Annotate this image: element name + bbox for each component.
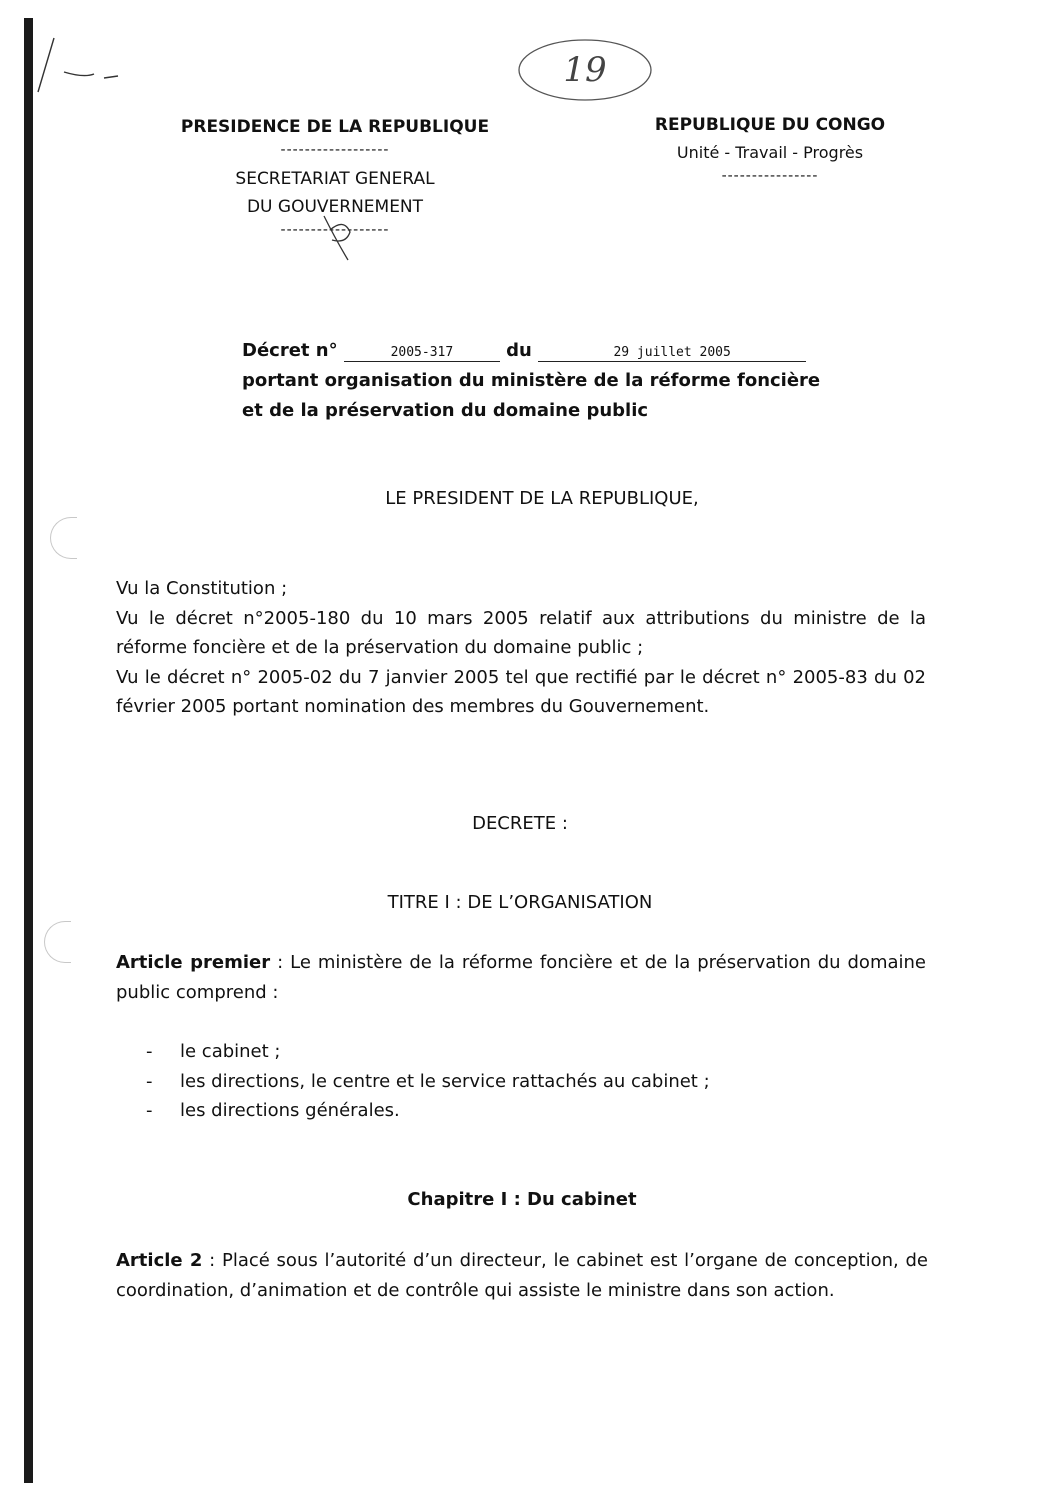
visa-item: Vu le décret n°2005-180 du 10 mars 2005 relatif aux attributions du ministre de la réforme foncière et de la préservation du domaine public ;	[116, 607, 926, 658]
visa-item: Vu le décret n° 2005-02 du 7 janvier 2005 tel que rectifié par le décret n° 2005-83 du 02 février 2005 portant nomination des membres du Gouvernement.	[116, 666, 926, 717]
decrete-heading: DECRETE :	[472, 813, 568, 834]
visas-block	[116, 574, 926, 722]
article-label: Article premier	[116, 952, 271, 973]
decree-number: 2005-317	[344, 345, 500, 362]
pen-scribble	[34, 30, 124, 100]
president-heading: LE PRESIDENT DE LA REPUBLIQUE,	[385, 488, 699, 509]
article-2	[116, 1246, 928, 1305]
decree-number-line	[242, 336, 862, 366]
article-text: : Le ministère de la réforme foncière et de la préservation du domaine public comprend :	[116, 952, 926, 1003]
bullet-dash: -	[146, 1100, 153, 1121]
binding-edge	[24, 18, 33, 1483]
right-divider: ----------------	[721, 168, 819, 184]
list-item: - le cabinet ;	[146, 1037, 906, 1067]
article-text: : Placé sous l’autorité d’un directeur, le cabinet est l’organe de conception, de coordination, d’animation et de contrôle qui assiste le ministre dans son action.	[116, 1250, 928, 1301]
punch-hole-mark	[50, 517, 77, 559]
decree-title	[242, 336, 862, 426]
republique-line: REPUBLIQUE DU CONGO	[654, 115, 886, 135]
presidence-line: PRESIDENCE DE LA REPUBLIQUE	[180, 117, 490, 137]
decree-date: 29 juillet 2005	[538, 345, 806, 362]
article-premier-list	[146, 1037, 906, 1126]
left-divider-1: ------------------	[280, 142, 390, 158]
folio-number: 19	[563, 50, 607, 90]
punch-hole-mark	[44, 921, 71, 963]
bullet-dash: -	[146, 1070, 153, 1092]
folio-stamp	[515, 36, 655, 106]
left-divider-2: ------------------	[280, 222, 390, 238]
visa-item: Vu la Constitution ;	[116, 578, 288, 599]
secretariat-line: SECRETARIAT GENERAL	[235, 169, 435, 189]
initials-mark	[318, 210, 368, 265]
decree-subject-line2: et de la préservation du domaine public	[242, 400, 649, 421]
article-label: Article 2	[116, 1250, 203, 1271]
bullet-dash: -	[146, 1041, 153, 1062]
du-label: du	[506, 340, 532, 361]
right-header	[630, 111, 910, 185]
list-item: - les directions générales.	[146, 1096, 906, 1126]
list-item: - les directions, le centre et le service rattachés au cabinet ;	[146, 1067, 906, 1097]
motto: Unité - Travail - Progrès	[676, 143, 864, 162]
decree-label: Décret n°	[242, 340, 338, 361]
article-premier	[116, 948, 926, 1007]
titre-heading: TITRE I : DE L’ORGANISATION	[387, 892, 653, 913]
decree-subject-line1: portant organisation du ministère de la réforme foncière	[242, 370, 821, 391]
gouvernement-line: DU GOUVERNEMENT	[246, 197, 424, 217]
chapitre-heading: Chapitre I : Du cabinet	[407, 1189, 637, 1210]
